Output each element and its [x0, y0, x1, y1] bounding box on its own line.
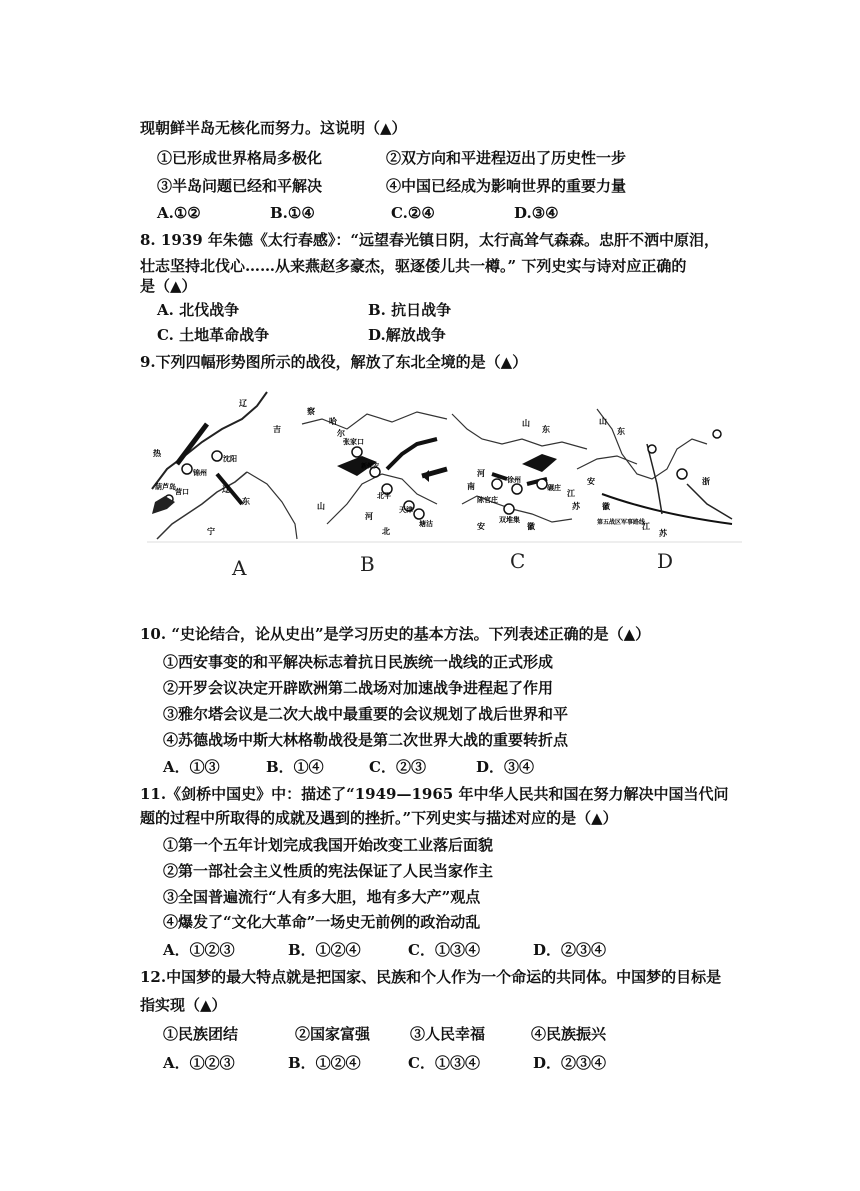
map-b-label-3: 北平: [377, 492, 391, 500]
q10-option-d: D．③④: [476, 758, 535, 776]
map-d-label-7: 浙: [702, 477, 710, 486]
map-d-letter: D: [657, 549, 674, 573]
map-c-label-1: 河: [477, 469, 485, 478]
q7-statement-2: ②双方向和平进程迈出了历史性一步: [386, 149, 627, 167]
q7-option-d: D.③④: [514, 204, 559, 222]
map-a-label-6: 葫芦岛: [155, 483, 176, 491]
map-b-label-1: 张家口: [343, 438, 364, 446]
map-d-label-4: 徽: [602, 502, 610, 511]
map-b-label-8: 尔: [337, 429, 345, 438]
map-b-label-6: 察: [307, 407, 315, 416]
map-a-label-1: 辽: [239, 399, 247, 408]
q8-stem-line-2: 壮志坚持北伐心……从来燕赵多豪杰，驱逐倭儿共一樽。” 下列史实与诗对应正确的: [140, 257, 687, 275]
q12-statement-1: ①民族团结: [163, 1025, 239, 1043]
battle-maps-figure: [147, 384, 742, 584]
q11-stem-line-2: 题的过程中所取得的成就及遇到的挫折。”下列史实与描述对应的是（▲）: [140, 809, 618, 827]
q11-stem-line-1: 11.《剑桥中国史》中：描述了“1949—1965 年中华人民共和国在努力解决中国当代问: [140, 785, 729, 803]
map-a: [152, 392, 297, 539]
map-b-label-11: 北: [382, 527, 390, 536]
map-d-label-3: 安: [587, 477, 595, 486]
map-d-label-2: 东: [617, 427, 625, 436]
q7-option-b: B.①④: [270, 204, 315, 222]
q10-stem: 10. “史论结合，论从史出”是学习历史的基本方法。下列表述正确的是（▲）: [140, 625, 651, 643]
map-c-label-7: 安: [477, 522, 485, 531]
map-a-label-8: 辽: [222, 485, 230, 494]
map-b-label-10: 河: [365, 512, 373, 521]
map-c: [452, 414, 587, 531]
q12-stem-line-2: 指实现（▲）: [140, 996, 227, 1014]
map-c-label-4: 碾庄: [547, 484, 561, 492]
map-a-label-7: 宁: [207, 527, 215, 536]
q10-option-a: A．①③: [163, 758, 220, 776]
q7-statement-4: ④中国已经成为影响世界的重要力量: [386, 177, 627, 195]
q11-option-b: B．①②④: [288, 941, 361, 959]
map-c-label-5: 陈官庄: [477, 496, 498, 504]
q8-option-a: A. 北伐战争: [157, 301, 240, 319]
q8-stem-line-3: 是（▲）: [140, 277, 197, 295]
map-a-label-10: 热: [153, 449, 161, 458]
map-b-label-4: 天津: [399, 506, 413, 514]
map-a-label-2: 吉: [273, 425, 281, 434]
q11-option-c: C．①③④: [408, 941, 480, 959]
map-b-label-9: 山: [317, 502, 325, 511]
q7-option-c: C.②④: [391, 204, 435, 222]
map-c-label-8: 徽: [527, 522, 535, 531]
q11-statement-1: ①第一个五年计划完成我国开始改变工业落后面貌: [163, 836, 494, 854]
map-b-label-7: 哈: [329, 417, 337, 426]
q11-statement-4: ④爆发了“文化大革命”一场史无前例的政治动乱: [163, 913, 481, 931]
q12-statement-4: ④民族振兴: [531, 1025, 607, 1043]
map-c-label-9: 江: [567, 489, 575, 498]
q12-option-c: C．①③④: [408, 1054, 480, 1072]
map-d-label-6: 苏: [659, 529, 667, 538]
q10-statement-4: ④苏德战场中斯大林格勒战役是第二次世界大战的重要转折点: [163, 731, 569, 749]
map-c-label-11: 山: [522, 419, 530, 428]
map-d: [577, 409, 732, 538]
q10-statement-2: ②开罗会议决定开辟欧洲第二战场对加速战争进程起了作用: [163, 679, 554, 697]
q12-statement-2: ②国家富强: [295, 1025, 371, 1043]
map-c-label-10: 苏: [572, 502, 580, 511]
map-c-label-2: 南: [467, 482, 475, 491]
map-b-letter: B: [360, 552, 375, 576]
q10-option-b: B．①④: [266, 758, 324, 776]
q7-statement-1: ①已形成世界格局多极化: [157, 149, 323, 167]
q12-option-b: B．①②④: [288, 1054, 361, 1072]
map-c-label-12: 东: [542, 425, 550, 434]
q8-option-c: C. 土地革命战争: [157, 326, 270, 344]
q10-statement-1: ①西安事变的和平解决标志着抗日民族统一战线的正式形成: [163, 653, 554, 671]
q7-statement-3: ③半岛问题已经和平解决: [157, 177, 323, 195]
map-a-letter: A: [232, 556, 247, 580]
battle-maps-svg: [147, 384, 742, 584]
map-c-label-3: 徐州: [507, 476, 521, 484]
map-a-label-4: 锦州: [193, 469, 207, 477]
map-b-label-5: 塘沽: [419, 520, 433, 528]
map-c-label-6: 双堆集: [499, 516, 520, 524]
q11-statement-3: ③全国普遍流行“人有多大胆，地有多大产”观点: [163, 888, 481, 906]
q12-option-a: A．①②③: [163, 1054, 235, 1072]
map-d-label-1: 山: [599, 417, 607, 426]
map-b: [302, 406, 447, 536]
map-c-letter: C: [510, 549, 526, 573]
q10-statement-3: ③雅尔塔会议是二次大战中最重要的会议规划了战后世界和平: [163, 705, 569, 723]
map-a-label-3: 沈阳: [223, 455, 237, 463]
q7-stem-tail: 现朝鲜半岛无核化而努力。这说明（▲）: [140, 119, 407, 137]
q11-option-a: A．①②③: [163, 941, 235, 959]
q8-option-d: D.解放战争: [368, 326, 446, 344]
q12-stem-line-1: 12.中国梦的最大特点就是把国家、民族和个人作为一个命运的共同体。中国梦的目标是: [140, 968, 722, 986]
q10-option-c: C．②③: [369, 758, 426, 776]
q12-option-d: D．②③④: [533, 1054, 607, 1072]
map-d-label-5: 江: [642, 522, 650, 531]
map-b-label-2: 新保安: [361, 463, 380, 470]
map-d-label-8: 第五战区军事路线: [597, 519, 646, 526]
map-a-label-5: 营口: [175, 488, 189, 496]
q8-option-b: B. 抗日战争: [368, 301, 452, 319]
q8-stem-line-1: 8. 1939 年朱德《太行春感》：“远望春光镇日阴，太行高耸气森森。忠肝不洒中原泪，: [140, 231, 719, 249]
q11-statement-2: ②第一部社会主义性质的宪法保证了人民当家作主: [163, 862, 494, 880]
q7-option-a: A.①②: [157, 204, 201, 222]
q12-statement-3: ③人民幸福: [410, 1025, 486, 1043]
q11-option-d: D．②③④: [533, 941, 607, 959]
map-a-label-9: 东: [242, 497, 250, 506]
q9-stem: 9.下列四幅形势图所示的战役，解放了东北全境的是（▲）: [140, 353, 528, 371]
